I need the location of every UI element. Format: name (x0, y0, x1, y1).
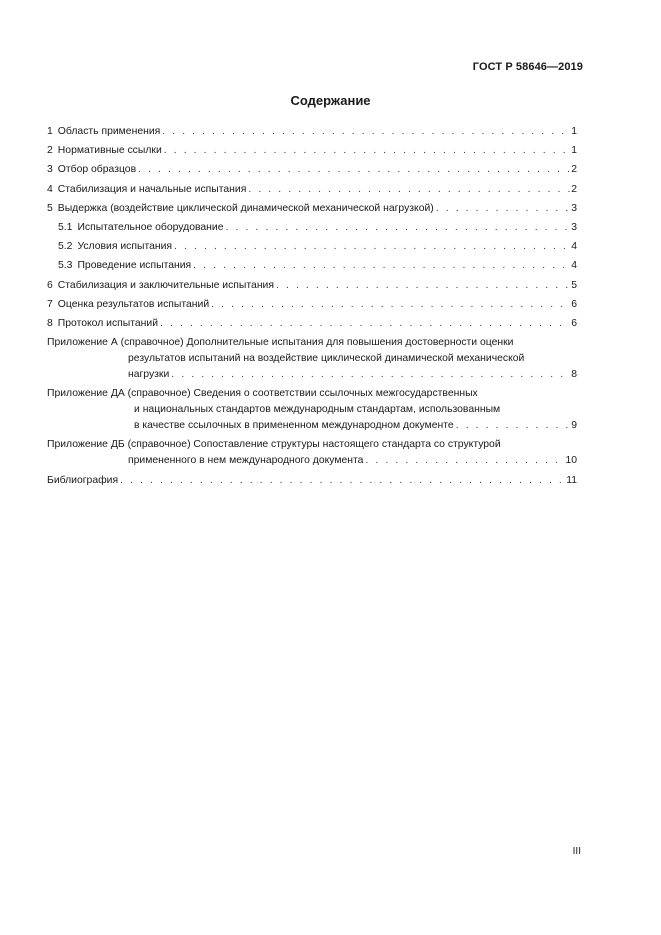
toc-entry-4[interactable] (47, 182, 577, 198)
toc-entry-number: 1 (47, 126, 53, 137)
toc-entry-last-line (47, 453, 577, 469)
toc-entry-8[interactable] (47, 316, 577, 332)
toc-entry-text: Нормативные ссылки (57, 145, 162, 157)
leader-dots (120, 473, 565, 489)
toc-entry-text: Условия испытания (77, 241, 173, 253)
toc-appendix-db[interactable] (47, 437, 577, 469)
toc-entry-number: 5 (47, 202, 53, 214)
toc-entry-text-continued: нагрузки (128, 369, 170, 381)
toc-entry-last-line (47, 367, 577, 383)
toc-entry-text: Приложение ДБ (справочное) Сопоставление структуры настоящего стандарта со структурой (47, 439, 501, 451)
toc-entry-page: 4 (571, 241, 577, 253)
leader-dots (226, 220, 571, 236)
toc-entry-text: Протокол испытаний (57, 317, 159, 329)
toc-entry-text-continued: в качестве ссылочных в примененном международном документе (134, 420, 454, 432)
toc-entry-text: Стабилизация и начальные испытания (57, 183, 247, 195)
toc-entry-text: Стабилизация и заключительные испытания (57, 279, 274, 291)
toc-entry-text: Испытательное оборудование (77, 221, 224, 233)
toc-entry-text: Выдержка (воздействие циклической динамической механической нагрузкой) (57, 202, 434, 214)
toc-entry-3[interactable] (47, 162, 577, 178)
toc-entry-page: 2 (571, 183, 577, 195)
standard-code-header: ГОСТ Р 58646—2019 (472, 61, 583, 73)
leader-dots (456, 418, 571, 434)
toc-entry-page: 2 (571, 164, 577, 176)
toc-entry-text-continued: примененного в нем международного документа (128, 455, 364, 467)
toc-entry-page: 1 (571, 145, 577, 157)
toc-entry-page: 8 (571, 369, 577, 381)
toc-entry-5-2[interactable] (47, 239, 577, 255)
toc-entry-text: Приложение А (справочное) Дополнительные испытания для повышения достоверности оценки (47, 337, 514, 349)
toc-entry-6[interactable] (47, 278, 577, 294)
toc-appendix-da[interactable] (47, 386, 577, 434)
leader-dots (160, 316, 570, 332)
toc-entry-number: 5.2 (58, 241, 73, 253)
toc-entry-page: 3 (571, 221, 577, 233)
leader-dots (174, 239, 570, 255)
leader-dots (193, 258, 570, 274)
toc-entry-5-3[interactable] (47, 258, 577, 274)
toc-entry-text-continued: и национальных стандартов международным стандартам, использованным (134, 404, 501, 416)
toc-entry-number: 7 (47, 298, 53, 310)
toc-entry-number: 2 (47, 145, 53, 157)
toc-entry-text: Оценка результатов испытаний (57, 298, 210, 310)
toc-entry-page: 3 (571, 202, 577, 214)
toc-entry-page: 9 (571, 420, 577, 432)
toc-entry-2[interactable] (47, 143, 577, 159)
leader-dots (276, 278, 570, 294)
leader-dots (162, 124, 570, 140)
toc-entry-page: 6 (571, 317, 577, 329)
toc-appendix-a[interactable] (47, 335, 577, 383)
toc-entry-page: 10 (565, 455, 577, 467)
leader-dots (211, 297, 570, 313)
page-number: III (572, 846, 581, 857)
leader-dots (138, 162, 570, 178)
toc-entry-text: Приложение ДА (справочное) Сведения о соответствии ссылочных межгосударственных (47, 388, 478, 400)
toc-entry-page: 1 (571, 126, 577, 137)
toc-entry-text: Проведение испытания (77, 260, 192, 272)
toc-entry-number: 8 (47, 317, 53, 329)
toc-entry-number: 4 (47, 183, 53, 195)
toc-entry-page: 11 (566, 474, 577, 486)
leader-dots (171, 367, 570, 383)
toc-entry-7[interactable] (47, 297, 577, 313)
toc-entry-text: Область применения (57, 126, 161, 137)
table-of-contents (47, 124, 577, 489)
toc-entry-page: 5 (571, 279, 577, 291)
toc-entry-text: Отбор образцов (57, 164, 137, 176)
toc-entry-text: Библиография (47, 474, 119, 486)
leader-dots (164, 143, 570, 159)
toc-entry-last-line (47, 418, 577, 434)
toc-entry-5[interactable] (47, 201, 577, 217)
toc-entry-text-continued: результатов испытаний на воздействие циклической динамической механической (128, 353, 525, 365)
toc-entry-number: 5.1 (58, 221, 73, 233)
toc-entry-number: 5.3 (58, 260, 73, 272)
toc-entry-page: 6 (571, 298, 577, 310)
leader-dots (248, 182, 570, 198)
toc-entry-5-1[interactable] (47, 220, 577, 236)
leader-dots (365, 453, 564, 469)
leader-dots (436, 201, 570, 217)
toc-entry-page: 4 (571, 260, 577, 272)
toc-entry-number: 3 (47, 164, 53, 176)
toc-entry-1[interactable] (47, 124, 577, 140)
toc-entry-bibliography[interactable] (47, 473, 577, 489)
page-title: Содержание (290, 93, 371, 108)
toc-entry-number: 6 (47, 279, 53, 291)
